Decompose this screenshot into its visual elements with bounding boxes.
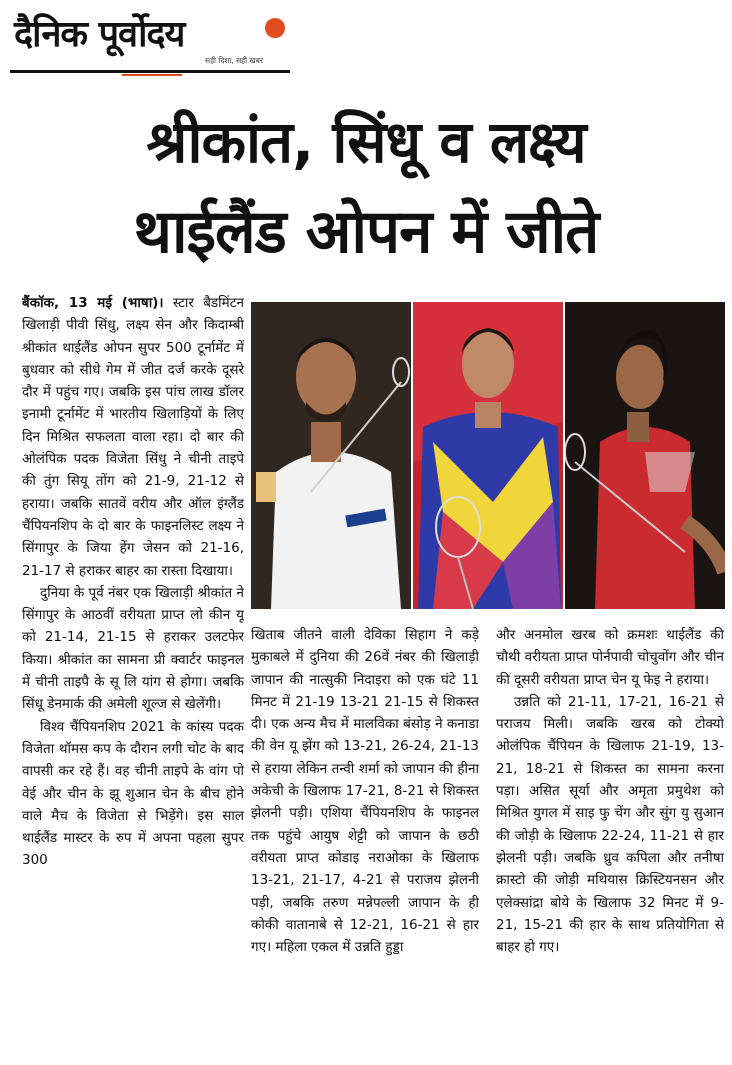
article-paragraph: उन्नति को 21-11, 17-21, 16-21 से पराजय मिली। जबकि खरब को टोक्यो ओलंपिक चैंपियन के खिलाफ 21-19, 13-21, 18-21 से शिकस्त का सामना करना पड़ा। असित सूर्या और अमृता प्रमुथेश को मिश्रित युगल में साइ फु चेंग और सुंग यु सुआन की जोड़ी के खिलाफ 22-24, 11-21 से हार झेलनी पड़ी। जबकि ध्रुव कपिला और तनीषा क्रास्टो की जोड़ी मथियास क्रिस्टियनसन और एलेक्सांद्रा बोये के खिलाफ 32 मिनट में 9-21, 15-21 की हार के साथ प्रतियोगिता से बाहर हो गए। (496, 693, 724, 956)
player-photo-lakshya (413, 302, 563, 609)
article-paragraph (22, 292, 244, 582)
masthead-rule (10, 70, 290, 73)
masthead-accent-rule (122, 74, 182, 76)
player-photo-srikanth (251, 302, 411, 609)
masthead-tagline: सही दिशा, सही खबर (205, 56, 263, 65)
newspaper-logo: दैनिक पूर्वोदय (14, 14, 185, 55)
article-column-3 (496, 624, 724, 1062)
article-paragraph: और अनमोल खरब को क्रमशः थाईलैंड की चौथी वरीयता प्राप्त पोर्नपावी चोचुवोंग और चीन की दूसरी वरीयता प्राप्त चेन यू फेइ ने हराया। (496, 627, 724, 688)
dateline: बैंकॉक, 13 मई (भाषा)। (22, 295, 164, 311)
photo-strip (251, 302, 725, 609)
headline-line-2: थाईलैंड ओपन में जीते (133, 197, 599, 267)
article-paragraph: दुनिया के पूर्व नंबर एक खिलाड़ी श्रीकांत ने सिंगापुर के आठवीं वरीयता प्राप्त लो कीन यू को 21-14, 21-15 से हराकर उलटफेर किया। श्रीकांत का सामना प्री क्वार्टर फाइनल में चीनी ताइपै के सू लि यांग से होगा। जबकि सिंधू डेनमार्क की अमेली शूल्ज से खेलेंगी। (22, 584, 244, 713)
headline-line-1: श्रीकांत, सिंधू व लक्ष्य (146, 108, 586, 176)
logo-dot-icon (265, 18, 285, 38)
article-paragraph: विश्व चैंपियनशिप 2021 के कांस्य पदक विजेता थॉमस कप के दौरान लगी चोट के बाद वापसी कर रहे हैं। वह चीनी ताइपे के वांग पो वेई और चीन के झू शुआन चेन के बीच होने वाले मैच के विजेता से भिड़ेंगे। इस साल थाईलैंड मास्टर के रुप में अपना पहला सुपर 300 (22, 718, 244, 869)
paragraph-text: स्टार बैडमिंटन खिलाड़ी पीवी सिंधु, लक्ष्य सेन और किदाम्बी श्रीकांत थाईलैंड ओपन सुपर 500 टूर्नामेंट में बुधवार को सीधे गेम में जीत दर्ज करके दूसरे दौर में पहुंच गए। जबकि इस पांच लाख डॉलर इनामी टूर्नामेंट में भारतीय खिलाड़ियों के लिए दिन मिश्रित सफलता वाला रहा। दो बार की ओलंपिक पदक विजेता सिंधु ने चीनी ताइपे की तुंग सियू तोंग को 21-9, 21-12 से हराया। जबकि सातवें वरीय और ऑल इंग्लैंड चैंपियनशिप के दो बार के फाइनलिस्ट लक्ष्य ने सिंगापुर के जिया हेंग जेसन को 21-16, 21-17 से हराकर बाहर का रास्ता दिखाया। (22, 295, 244, 579)
article-paragraph: खिताब जीतने वाली देविका सिहाग ने कड़े मुकाबले में दुनिया की 26वें नंबर की खिलाड़ी जापान की नात्सुकी निदाइरा को एक घंटे 11 मिनट में 21-19 13-21 21-15 से शिकस्त दी। एक अन्य मैच में मालविका बंसोड़ ने कनाडा की वेन यू झेंग को 13-21, 26-24, 21-13 से हराया लेकिन तन्वी शर्मा को जापान की हीना अकेची के खिलाफ 17-21, 8-21 से शिकस्त झेलनी पड़ी। एशिया चैंपियनशिप के फाइनल तक पहुंचे आयुष शेट्टी को जापान के छठी वरीयता प्राप्त कोडाइ नराओका के खिलाफ 13-21, 21-17, 4-21 से पराजय झेलनी पड़ी, जबकि तरुण मन्नेपल्ली जापान के ही कोकी वातानाबे से 12-21, 16-21 से हार गए। महिला एकल में उन्नति हुड्डा (251, 627, 479, 956)
article-column-2 (251, 624, 479, 1062)
masthead (10, 8, 300, 74)
player-photo-sindhu (565, 302, 725, 609)
article-column-1 (22, 292, 244, 1062)
